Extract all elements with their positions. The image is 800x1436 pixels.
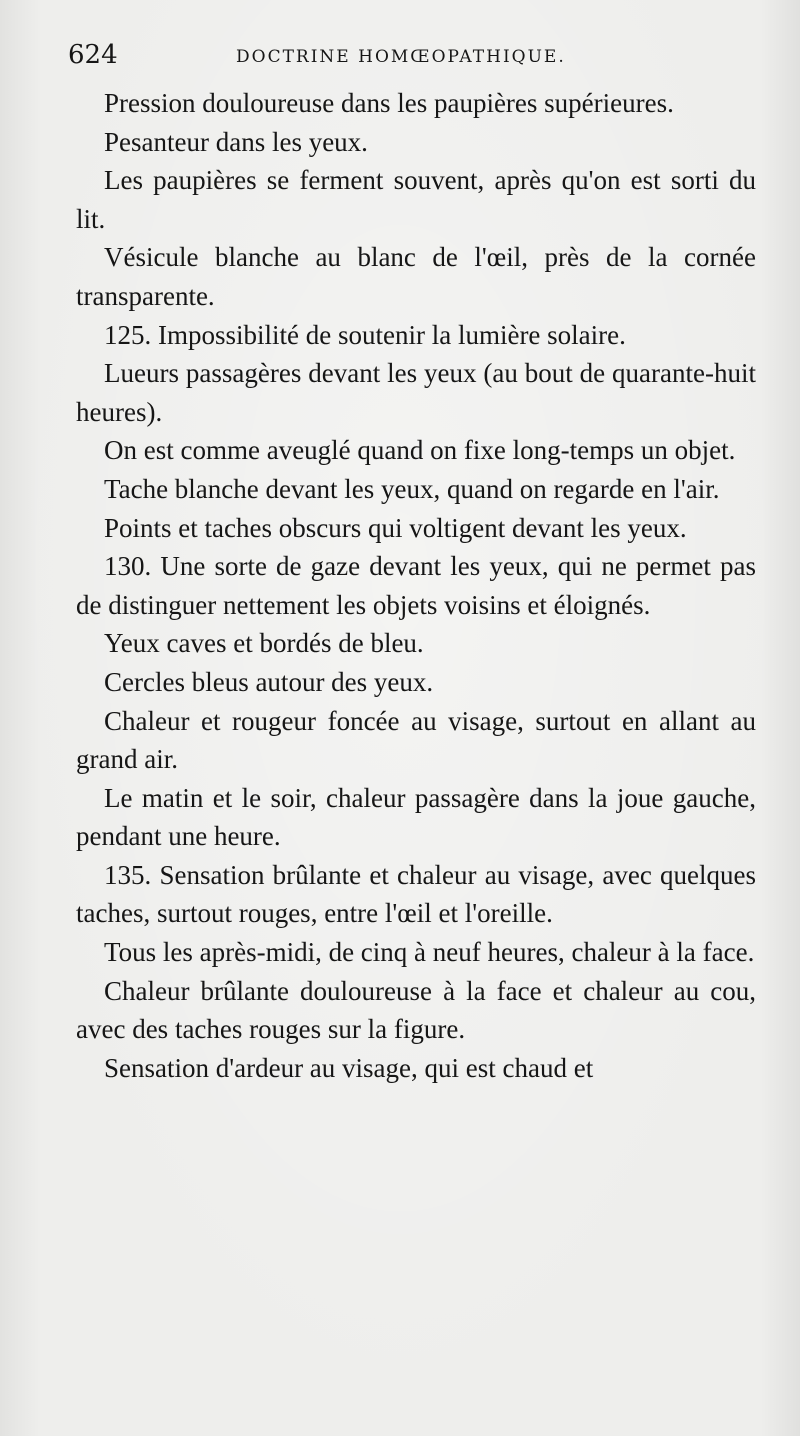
paragraph: 130. Une sorte de gaze devant les yeux, qui ne permet pas de distinguer nettement les objets voisins et éloignés. — [76, 551, 756, 620]
paragraph: Points et taches obscurs qui voltigent devant les yeux. — [104, 512, 687, 543]
paragraph: Pesanteur dans les yeux. — [104, 126, 368, 157]
paragraph: Les paupières se ferment souvent, après qu'on est sorti du lit. — [76, 165, 756, 234]
paragraph: 125. Impossibilité de soutenir la lumière solaire. — [104, 319, 626, 350]
paragraph: On est comme aveuglé quand on fixe long-temps un objet. — [104, 435, 736, 466]
paragraph: 135. Sensation brûlante et chaleur au visage, avec quelques taches, surtout rouges, entre l'œil et l'oreille. — [76, 859, 756, 929]
paragraph: Vésicule blanche au blanc de l'œil, près de la cornée transparente. — [76, 242, 756, 311]
paragraph: Pression douloureuse dans les paupières supérieures. — [104, 88, 674, 118]
page-number: 624 — [68, 40, 118, 70]
paragraph: Sensation d'ardeur au visage, qui est chaud et — [104, 1052, 594, 1083]
paragraph: Tache blanche devant les yeux, quand on regarde en l'air. — [104, 473, 720, 504]
paragraph: Cercles bleus autour des yeux. — [104, 666, 434, 697]
paragraph: Chaleur et rougeur foncée au visage, surtout en allant au grand air. — [76, 705, 756, 775]
paragraph: Lueurs passagères devant les yeux (au bout de quarante-huit heures). — [76, 358, 756, 427]
paragraph: Le matin et le soir, chaleur passagère dans la joue gauche, pendant une heure. — [76, 782, 756, 852]
page-header — [0, 0, 800, 80]
body-text — [76, 84, 756, 1087]
paragraph: Yeux caves et bordés de bleu. — [104, 628, 424, 659]
running-title: DOCTRINE HOMŒOPATHIQUE. — [236, 47, 566, 67]
paragraph: Chaleur brûlante douloureuse à la face et chaleur au cou, avec des taches rouges sur la figure. — [76, 975, 756, 1045]
paragraph: Tous les après-midi, de cinq à neuf heures, chaleur à la face. — [104, 937, 755, 968]
